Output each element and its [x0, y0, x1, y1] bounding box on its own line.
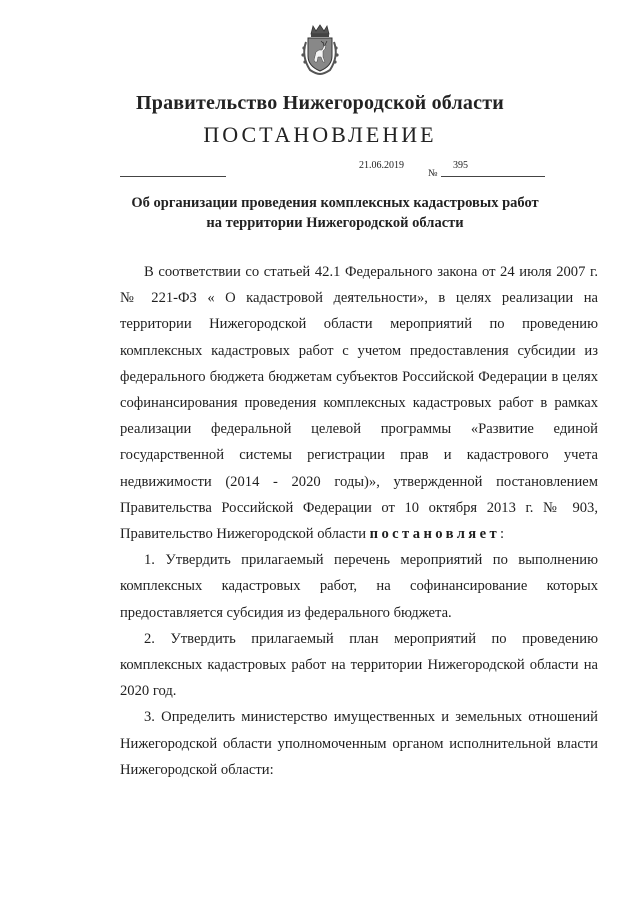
blank-line-left [120, 176, 226, 177]
document-date: 21.06.2019 [359, 160, 404, 171]
government-title: Правительство Нижегородской области [136, 92, 504, 114]
decree-word: постановляет [369, 526, 501, 543]
preamble-text: В соответствии со статьей 42.1 Федерального закона от 24 июля 2007 г. № 221-ФЗ « О кадастровой деятельности», в целях реализации на территории Нижегородской области мероприятий по проведению комплексных кадастровых работ с учетом предоставления субсидии из федерального бюджета бюджетам субъектов Российской Федерации в целях софинансирования проведения комплексных кадастровых работ в рамках реализации федеральной целевой программы «Развитие единой государственной системы регистрации прав и кадастрового учета недвижимости (2014 - 2020 годы)», утвержденной постановлением Правительства Российской Федерации от 10 октября 2013 г. № 903, Правительство Нижегородской области [120, 264, 598, 543]
list-item: 1. Утвердить прилагаемый перечень мероприятий по выполнению комплексных кадастровых работ, на софинансирование которых предоставляется субсидия из федерального бюджета. [120, 552, 598, 621]
subject-line-1: Об организации проведения комплексных кадастровых работ [131, 195, 539, 211]
number-label: № [428, 168, 438, 179]
list-item: 2. Утвердить прилагаемый план мероприятий по проведению комплексных кадастровых работ на территории Нижегородской области на 2020 год. [120, 630, 598, 700]
list-item: 3. Определить министерство имущественных и земельных отношений Нижегородской области уполномоченным органом исполнительной власти Нижегородской области: [120, 709, 598, 778]
preamble-paragraph [120, 259, 598, 547]
document-number: 395 [453, 160, 468, 171]
coat-of-arms-emblem [299, 24, 341, 76]
document-subject [100, 193, 570, 233]
number-underline [441, 176, 545, 177]
subject-line-2: на территории Нижегородской области [206, 215, 464, 231]
document-body [120, 259, 598, 783]
document-type: ПОСТАНОВЛЕНИЕ [203, 122, 437, 147]
decree-colon: : [500, 526, 505, 543]
